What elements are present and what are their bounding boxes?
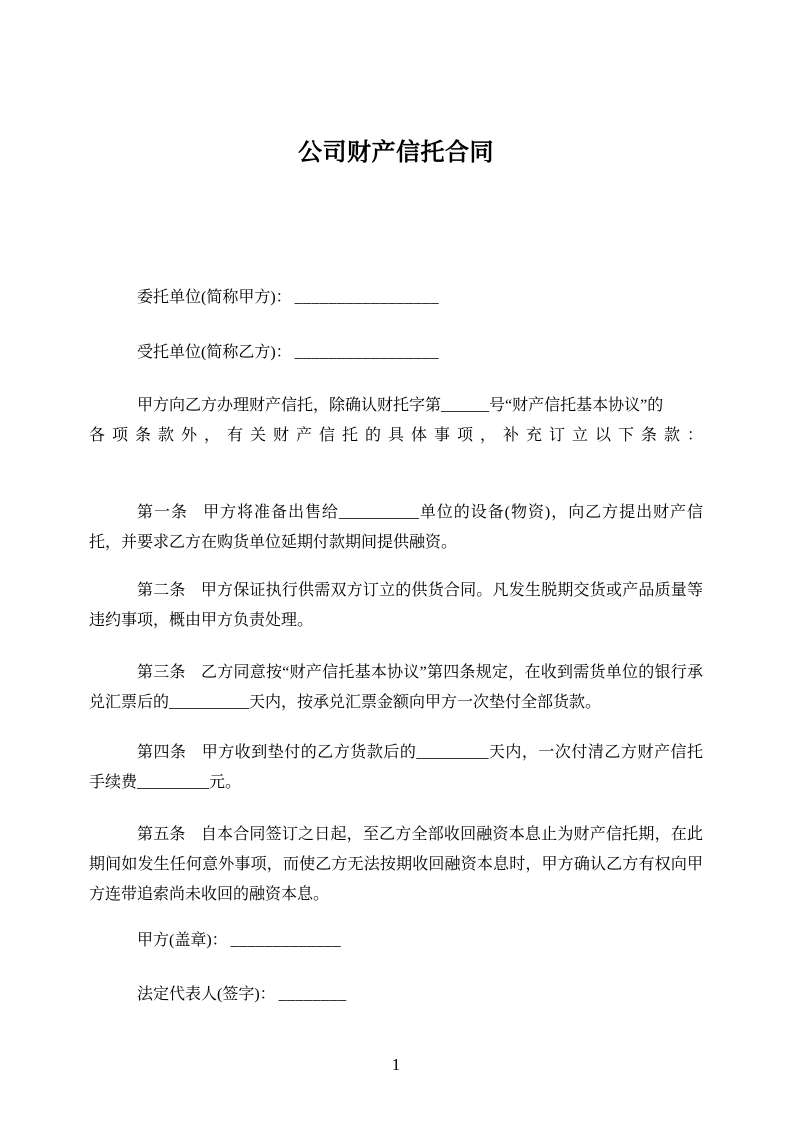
signature-representative-blank: ________ — [278, 986, 347, 1003]
article-2-text: 甲方保证执行供需双方订立的供货合同。凡发生脱期交货或产品质量等违约事项，概由甲方负责处理。 — [89, 582, 703, 629]
signature-seal-line — [89, 926, 703, 956]
article-1-number: 第一条 — [137, 504, 188, 521]
party-a-label: 委托单位(简称甲方)： — [137, 289, 292, 306]
intro-line-2: 各项条款外，有关财产信托的具体事项，补充订立以下条款： — [89, 427, 703, 444]
article-2-number: 第二条 — [137, 582, 186, 599]
article-4-number: 第四条 — [137, 744, 187, 761]
article-3 — [89, 658, 703, 718]
intro-line-1: 甲方向乙方办理财产信托，除确认财托字第______号“财产信托基本协议”的 — [137, 397, 664, 414]
signature-representative-label: 法定代表人(签字)： — [137, 986, 276, 1003]
article-3-text: 乙方同意按“财产信托基本协议”第四条规定，在收到需货单位的银行承兑汇票后的__________天内，按承兑汇票金额向甲方一次垫付全部货款。 — [89, 664, 703, 711]
article-4-text: 甲方收到垫付的乙方货款后的_________天内，一次付清乙方财产信托手续费_________元。 — [89, 744, 703, 791]
article-1 — [89, 498, 703, 558]
article-4 — [89, 738, 703, 798]
party-b-label: 受托单位(简称乙方)： — [137, 344, 292, 361]
article-5 — [89, 820, 703, 910]
article-2 — [89, 576, 703, 636]
intro-paragraph — [89, 391, 703, 451]
signature-seal-label: 甲方(盖章)： — [137, 932, 228, 949]
signature-seal-blank: _____________ — [230, 932, 342, 949]
article-5-text: 自本合同签订之日起，至乙方全部收回融资本息止为财产信托期，在此期间如发生任何意外事项，而使乙方无法按期收回融资本息时，甲方确认乙方有权向甲方连带追索尚未收回的融资本息。 — [89, 826, 703, 903]
party-a-line — [89, 283, 703, 313]
party-b-line — [89, 338, 703, 368]
article-1-text: 甲方将准备出售给__________单位的设备(物资)，向乙方提出财产信托，并要求乙方在购货单位延期付款期间提供融资。 — [89, 504, 703, 551]
article-3-number: 第三条 — [137, 664, 186, 681]
signature-representative-line — [89, 980, 703, 1010]
article-5-number: 第五条 — [137, 826, 186, 843]
document-title: 公司财产信托合同 — [298, 139, 494, 166]
page-number: 1 — [391, 1055, 401, 1074]
party-a-fill-blank: _________________ — [294, 289, 440, 306]
party-b-fill-blank: _________________ — [294, 344, 440, 361]
